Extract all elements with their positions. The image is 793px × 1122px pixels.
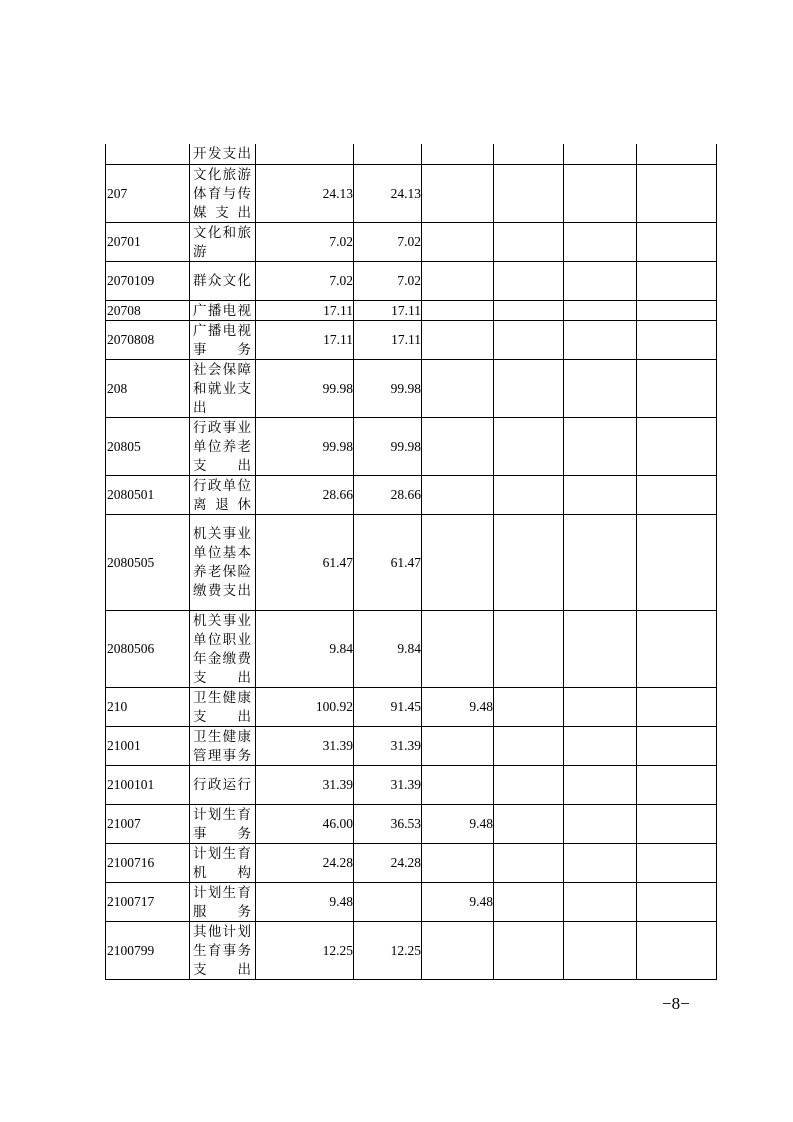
row-code: 208: [106, 359, 190, 417]
row-total: 99.98: [256, 417, 354, 475]
row-total: [256, 144, 354, 164]
row-code: 21007: [106, 804, 190, 843]
row-project: [422, 144, 494, 164]
row-col8: [637, 804, 717, 843]
row-col7: [564, 687, 637, 726]
row-total: 17.11: [256, 320, 354, 359]
row-total: 9.84: [256, 610, 354, 687]
row-col6: [494, 320, 564, 359]
row-basic: 17.11: [354, 300, 422, 320]
row-name: 广播电视事务: [190, 320, 256, 359]
row-col8: [637, 687, 717, 726]
row-col6: [494, 514, 564, 610]
table-row: [106, 765, 717, 804]
row-col6: [494, 222, 564, 261]
row-col6: [494, 921, 564, 979]
row-basic: 99.98: [354, 359, 422, 417]
table-row: [106, 417, 717, 475]
row-basic: 7.02: [354, 261, 422, 300]
row-name: 行政单位离退休: [190, 475, 256, 514]
row-code: 20805: [106, 417, 190, 475]
row-col6: [494, 804, 564, 843]
row-basic: [354, 144, 422, 164]
row-total: 31.39: [256, 765, 354, 804]
row-col7: [564, 261, 637, 300]
row-basic: 61.47: [354, 514, 422, 610]
row-code: 207: [106, 164, 190, 222]
row-col6: [494, 882, 564, 921]
row-total: 17.11: [256, 300, 354, 320]
row-basic: 31.39: [354, 765, 422, 804]
row-name: 广播电视: [190, 300, 256, 320]
row-name: 群众文化: [190, 261, 256, 300]
row-basic: 31.39: [354, 726, 422, 765]
row-col7: [564, 475, 637, 514]
row-name: 社会保障和就业支出: [190, 359, 256, 417]
row-col6: [494, 610, 564, 687]
row-name: 文化和旅游: [190, 222, 256, 261]
row-col8: [637, 320, 717, 359]
row-col6: [494, 687, 564, 726]
row-code: 2070808: [106, 320, 190, 359]
row-col7: [564, 804, 637, 843]
row-name: 卫生健康管理事务: [190, 726, 256, 765]
row-name: 机关事业单位职业年金缴费支出: [190, 610, 256, 687]
table-row: [106, 687, 717, 726]
row-col8: [637, 514, 717, 610]
row-basic: 17.11: [354, 320, 422, 359]
row-project: [422, 261, 494, 300]
row-code: 2080506: [106, 610, 190, 687]
table-row: [106, 144, 717, 164]
row-basic: 7.02: [354, 222, 422, 261]
row-col8: [637, 144, 717, 164]
row-basic: [354, 882, 422, 921]
row-name: 行政运行: [190, 765, 256, 804]
row-basic: 9.84: [354, 610, 422, 687]
row-col6: [494, 300, 564, 320]
row-project: [422, 222, 494, 261]
row-code: 2100799: [106, 921, 190, 979]
row-code: 2100716: [106, 843, 190, 882]
row-basic: 36.53: [354, 804, 422, 843]
row-col7: [564, 164, 637, 222]
row-col7: [564, 514, 637, 610]
table-row: [106, 164, 717, 222]
row-total: 9.48: [256, 882, 354, 921]
row-col8: [637, 300, 717, 320]
row-project: 9.48: [422, 882, 494, 921]
page-number: −8−: [662, 994, 690, 1013]
table-row: [106, 921, 717, 979]
row-project: [422, 164, 494, 222]
row-col8: [637, 921, 717, 979]
row-name: 文化旅游体育与传媒支出: [190, 164, 256, 222]
row-name: 开发支出: [190, 144, 256, 164]
row-project: [422, 610, 494, 687]
budget-table: [105, 144, 717, 980]
row-code: 20708: [106, 300, 190, 320]
row-col6: [494, 359, 564, 417]
row-basic: 24.13: [354, 164, 422, 222]
table-row: [106, 882, 717, 921]
row-code: 20701: [106, 222, 190, 261]
row-col7: [564, 300, 637, 320]
table-row: [106, 261, 717, 300]
row-project: [422, 475, 494, 514]
row-project: [422, 843, 494, 882]
row-col7: [564, 921, 637, 979]
row-basic: 12.25: [354, 921, 422, 979]
row-total: 100.92: [256, 687, 354, 726]
row-total: 24.13: [256, 164, 354, 222]
row-project: [422, 765, 494, 804]
row-project: 9.48: [422, 687, 494, 726]
row-total: 61.47: [256, 514, 354, 610]
row-total: 46.00: [256, 804, 354, 843]
row-col8: [637, 222, 717, 261]
row-name: 行政事业单位养老支出: [190, 417, 256, 475]
row-col8: [637, 765, 717, 804]
row-col7: [564, 320, 637, 359]
row-total: 28.66: [256, 475, 354, 514]
row-col8: [637, 843, 717, 882]
row-code: 2070109: [106, 261, 190, 300]
row-col6: [494, 726, 564, 765]
row-col8: [637, 164, 717, 222]
table-row: [106, 320, 717, 359]
row-total: 7.02: [256, 222, 354, 261]
table-row: [106, 514, 717, 610]
row-name: 计划生育机构: [190, 843, 256, 882]
row-col6: [494, 144, 564, 164]
table-row: [106, 610, 717, 687]
row-project: [422, 726, 494, 765]
row-name: 其他计划生育事务支出: [190, 921, 256, 979]
row-code: 2100717: [106, 882, 190, 921]
row-col8: [637, 726, 717, 765]
row-basic: 99.98: [354, 417, 422, 475]
row-total: 7.02: [256, 261, 354, 300]
row-basic: 91.45: [354, 687, 422, 726]
row-col6: [494, 417, 564, 475]
row-col7: [564, 765, 637, 804]
table-row: [106, 804, 717, 843]
row-col7: [564, 417, 637, 475]
row-col8: [637, 610, 717, 687]
table-row: [106, 359, 717, 417]
row-basic: 28.66: [354, 475, 422, 514]
row-total: 99.98: [256, 359, 354, 417]
row-project: [422, 300, 494, 320]
row-col7: [564, 843, 637, 882]
row-total: 24.28: [256, 843, 354, 882]
table-row: [106, 843, 717, 882]
row-name: 计划生育服务: [190, 882, 256, 921]
row-project: [422, 359, 494, 417]
row-basic: 24.28: [354, 843, 422, 882]
row-project: [422, 417, 494, 475]
row-col7: [564, 144, 637, 164]
row-col7: [564, 610, 637, 687]
row-total: 12.25: [256, 921, 354, 979]
row-col6: [494, 475, 564, 514]
row-col7: [564, 882, 637, 921]
table-row: [106, 300, 717, 320]
row-col8: [637, 475, 717, 514]
row-col6: [494, 261, 564, 300]
row-code: 2080501: [106, 475, 190, 514]
row-col7: [564, 222, 637, 261]
row-total: 31.39: [256, 726, 354, 765]
row-name: 计划生育事务: [190, 804, 256, 843]
row-col8: [637, 882, 717, 921]
row-col7: [564, 726, 637, 765]
row-project: [422, 320, 494, 359]
row-code: 2080505: [106, 514, 190, 610]
row-code: 21001: [106, 726, 190, 765]
row-col8: [637, 359, 717, 417]
row-col8: [637, 261, 717, 300]
row-col6: [494, 164, 564, 222]
row-col7: [564, 359, 637, 417]
row-project: 9.48: [422, 804, 494, 843]
row-project: [422, 921, 494, 979]
row-col8: [637, 417, 717, 475]
table-row: [106, 475, 717, 514]
row-code: [106, 144, 190, 164]
table-row: [106, 222, 717, 261]
row-project: [422, 514, 494, 610]
table-row: [106, 726, 717, 765]
row-name: 机关事业单位基本养老保险缴费支出: [190, 514, 256, 610]
row-name: 卫生健康支出: [190, 687, 256, 726]
row-col6: [494, 843, 564, 882]
row-col6: [494, 765, 564, 804]
row-code: 210: [106, 687, 190, 726]
row-code: 2100101: [106, 765, 190, 804]
